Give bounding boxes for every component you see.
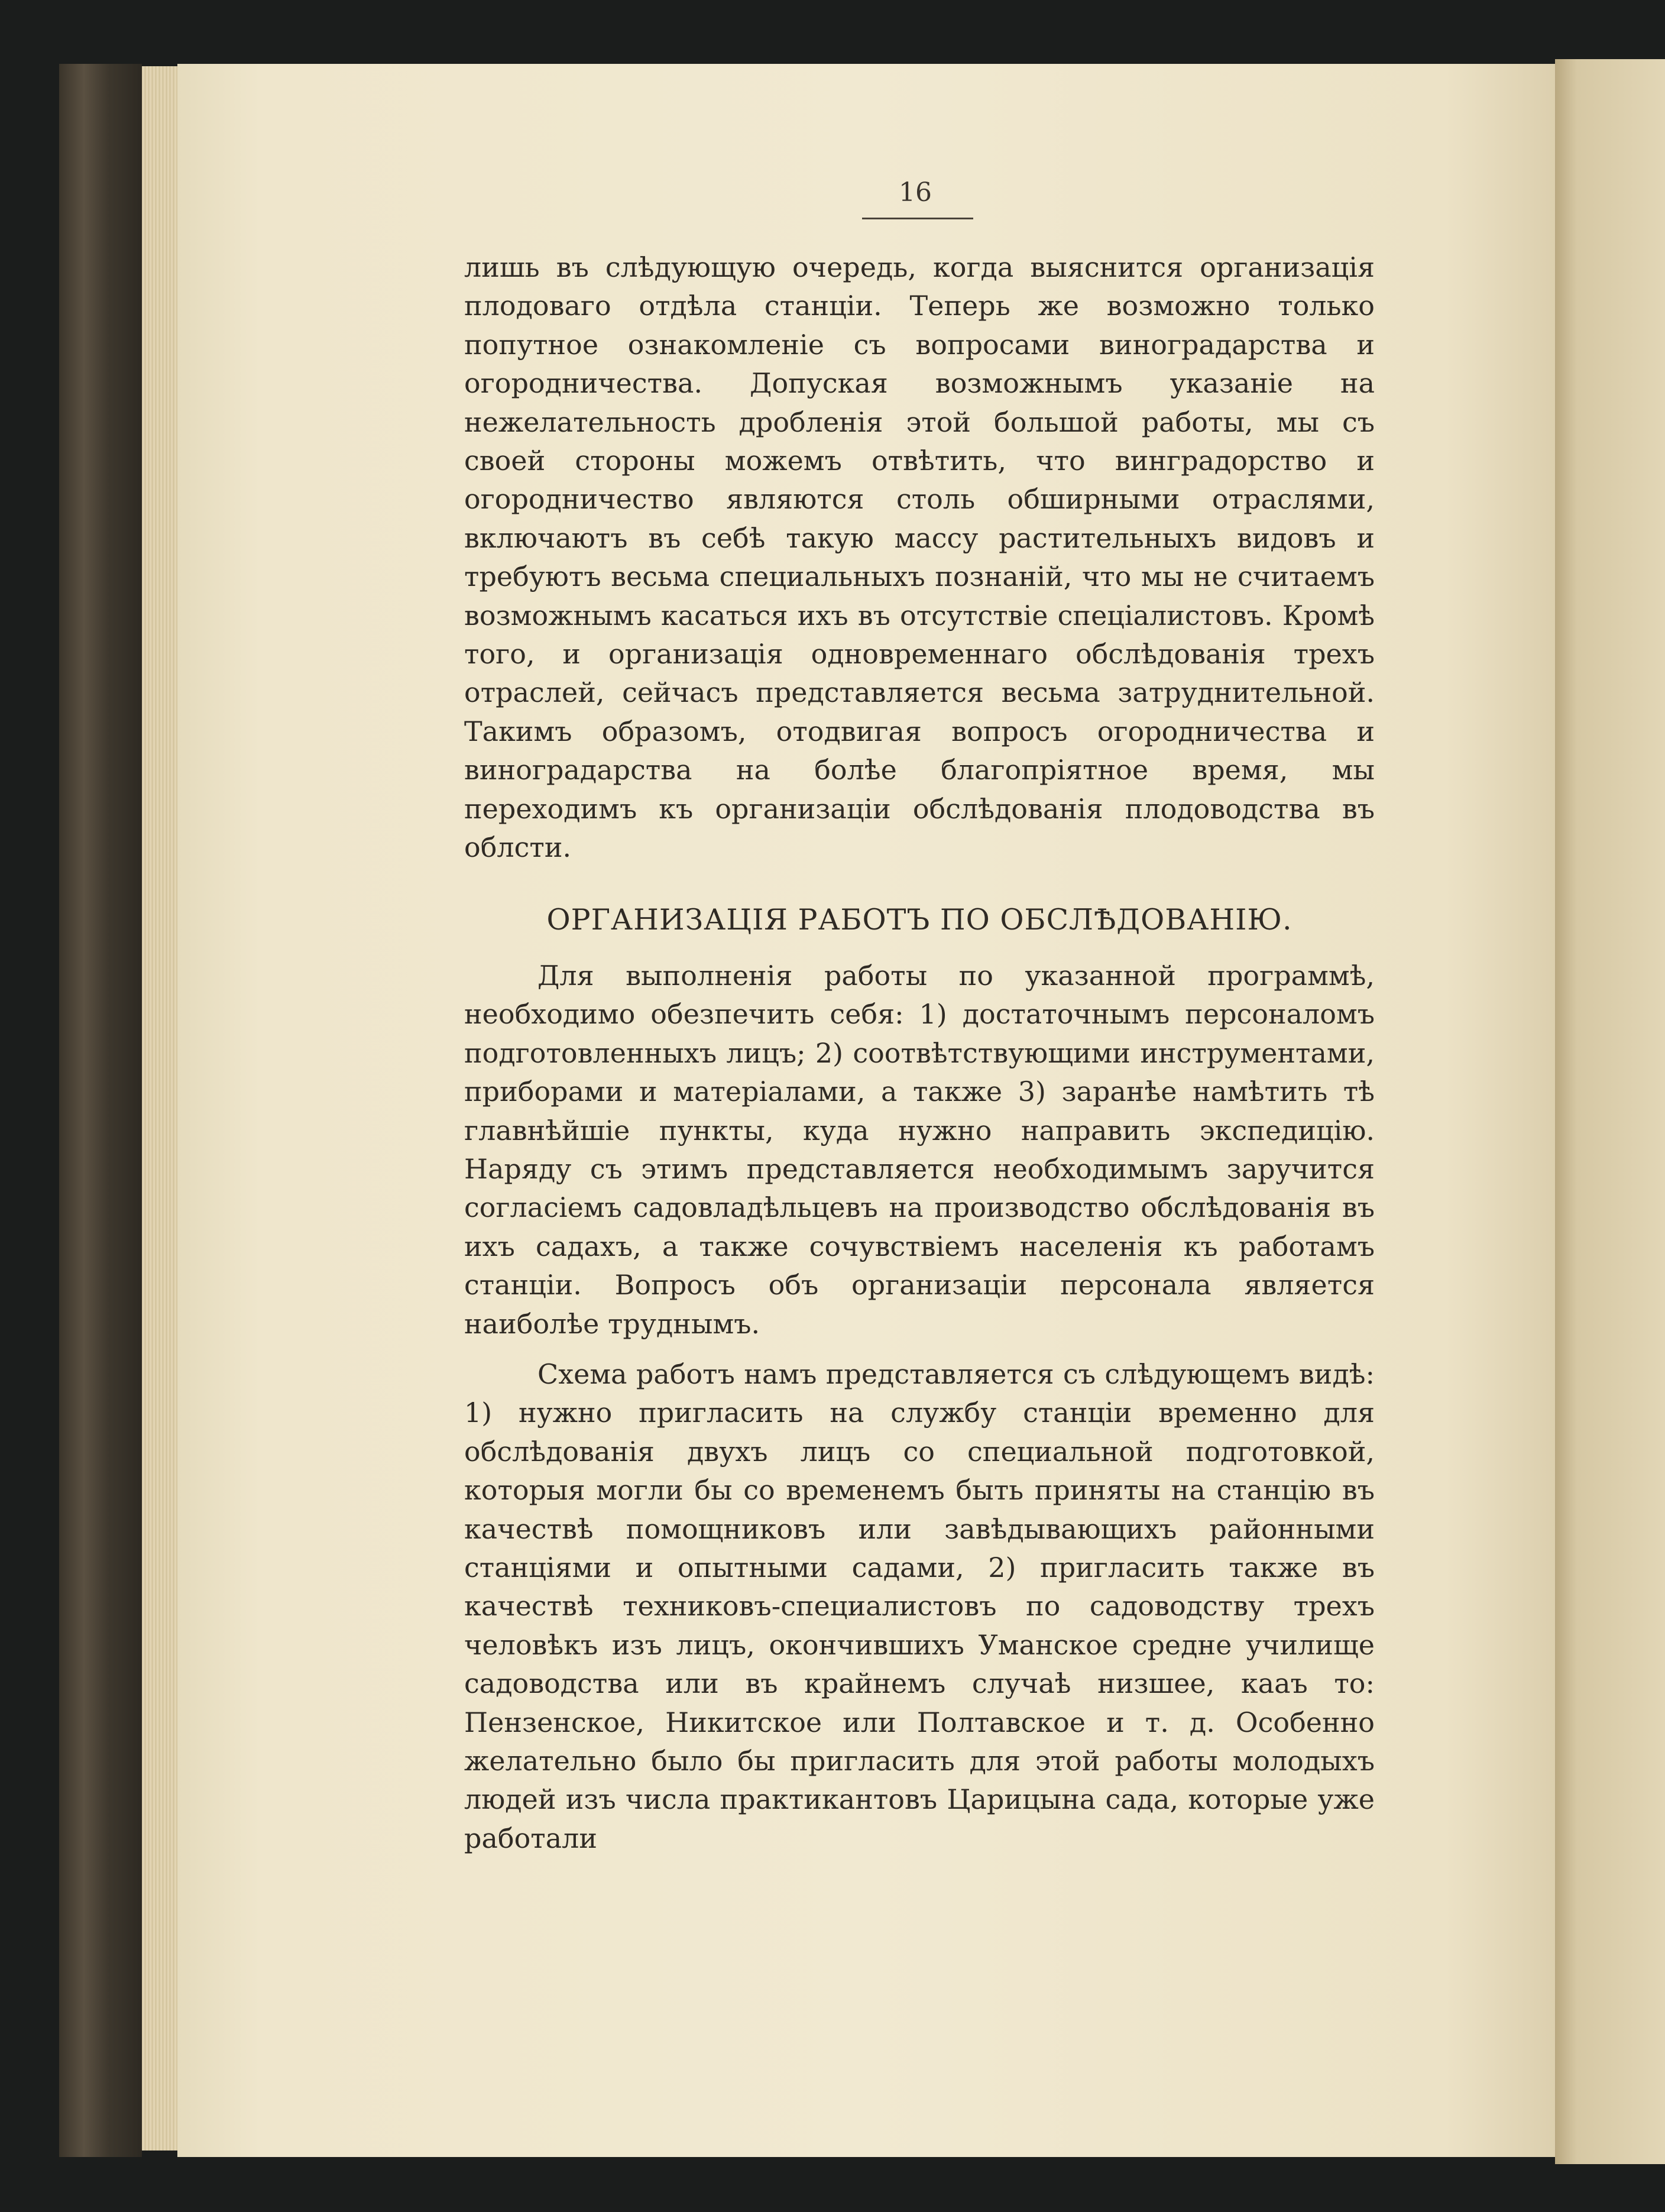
section-heading: ОРГАНИЗАЦІЯ РАБОТЪ ПО ОБСЛѢДОВАНІЮ. [546, 902, 1293, 937]
paragraph-1: лишь въ слѣдующую очередь, когда выяснится организація плодоваго отдѣла станціи. Теперь же возможно только попутное ознакомленіе съ вопросами виноградарства и огородничества. Допуская возможнымъ указаніе на нежелательность дробленія этой большой работы, мы съ своей стороны можемъ отвѣтить, что винградорство и огородничество являются столь обширными отраслями, включаютъ въ себѣ такую массу растительныхъ видовъ и требуютъ весьма специальныхъ познаній, что мы не считаемъ возможнымъ касаться ихъ въ отсутствіе спеціалистовъ. Кромѣ того, и организація одновременнаго обслѣдованія трехъ отраслей, сейчасъ представляется весьма затруднительной. Такимъ образомъ, отодвигая вопросъ огородничества и виноградарства на болѣе благопріятное время, мы переходимъ къ организаціи обслѣдованія плодоводства въ облсти. [464, 251, 1375, 864]
book-spine [59, 64, 142, 2157]
paragraph-2: Для выполненія работы по указанной программѣ, необходимо обезпечить себя: 1) достаточнымъ персоналомъ подготовленныхъ лицъ; 2) соотвѣтствующими инструментами, приборами и матеріалами, а также 3) заранѣе намѣтить тѣ главнѣйшіе пункты, куда нужно направить экспедицію. Наряду съ этимъ представляется необходимымъ заручится согласіемъ садовладѣльцевъ на производство обслѣдованія въ ихъ садахъ, а также сочувствіемъ населенія къ работамъ станціи. Вопросъ объ организаціи персонала является наиболѣе труднымъ. [464, 959, 1375, 1340]
page-number-rule [862, 218, 973, 219]
page-number: 16 [899, 177, 932, 208]
paragraph-3: Схема работъ намъ представляется съ слѣдующемъ видѣ: 1) нужно пригласить на службу станціи временно для обслѣдованія двухъ лицъ со специальной подготовкой, которыя могли бы со временемъ быть приняты на станцію въ качествѣ помощниковъ или завѣдывающихъ районными станціями и опытными садами, 2) пригласить также въ качествѣ техниковъ-специалистовъ по садоводству трехъ человѣкъ изъ лицъ, окончившихъ Уманское средне училище садоводства или въ крайнемъ случаѣ низшее, кааъ то: Пензенское, Никитское или Полтавское и т. д. Особенно желательно было бы пригласить для этой работы молодыхъ людей изъ числа практикантовъ Царицына сада, которые уже работали [464, 1358, 1375, 1854]
adjacent-page-edge [1555, 59, 1665, 2164]
page-text [464, 248, 1375, 1858]
